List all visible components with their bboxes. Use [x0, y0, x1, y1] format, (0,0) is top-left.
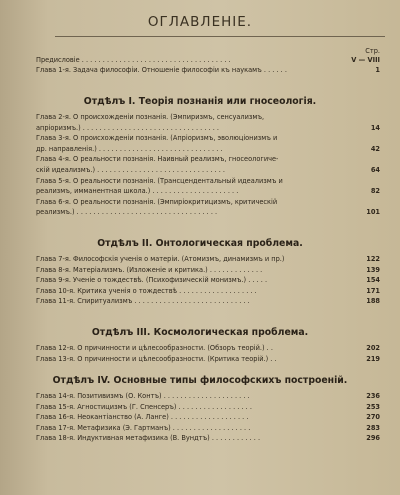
toc-chapter-entry	[36, 155, 380, 164]
toc-front-entry	[36, 66, 380, 75]
toc-entry-text: Глава 7-я. Философскія ученія о матеріи. (Атомизмъ, динамизмъ и пр.)	[36, 255, 285, 263]
toc-entry-text: Глава 15-я. Агностицизмъ (Г. Спенсеръ) . . . . . . . . . . . . . . . . . .	[36, 402, 252, 411]
toc-chapter-entry	[36, 297, 380, 306]
toc-chapter-entry	[36, 166, 380, 175]
toc-page-number: 253	[366, 402, 380, 411]
title-rule	[55, 36, 385, 37]
toc-entry-text: скій идеализмъ.) . . . . . . . . . . . . . . . . . . . . . . . . . . . . . . .	[36, 166, 226, 174]
toc-page-number: 283	[366, 423, 380, 432]
toc-chapter-entry	[36, 392, 380, 401]
toc-entry-text: Глава 10-я. Критика ученія о тождествѣ . . . . . . . . . . . . . . . . . . .	[36, 286, 257, 295]
page-column-header: Стр.	[365, 47, 380, 55]
toc-chapter-entry	[36, 344, 380, 353]
section-heading: Отдѣлъ IV. Основные типы философскихъ построеній.	[52, 375, 348, 386]
toc-entry-text: др. направленія.) . . . . . . . . . . . . . . . . . . . . . . . . . . . . . .	[36, 144, 223, 153]
toc-entry-text: Глава 12-я. О причинности и цѣлесообразности. (Обзоръ теорій.) . .	[36, 344, 273, 352]
toc-chapter-entry	[36, 287, 380, 296]
toc-chapter-entry	[36, 266, 380, 275]
toc-page-number: 139	[366, 265, 380, 274]
toc-entry-text: реализмъ.) . . . . . . . . . . . . . . . . . . . . . . . . . . . . . . . . . .	[36, 208, 218, 217]
toc-entry-text: Глава 13-я. О причинности и цѣлесообразности. (Критика теорій.) . .	[36, 354, 277, 363]
toc-page-number: 270	[366, 413, 380, 422]
toc-page-number: 154	[366, 276, 380, 285]
toc-page-number: 82	[370, 187, 380, 196]
toc-page-number: 188	[366, 297, 380, 306]
toc-page-number: 42	[370, 144, 380, 153]
toc-page-number: 1	[375, 66, 380, 74]
toc-page-number: 64	[370, 166, 380, 174]
toc-page-number: V — VIII	[351, 56, 380, 64]
toc-chapter-entry	[36, 113, 380, 122]
toc-entry-text: Глава 4-я. О реальности познанія. Наивный реализмъ, гносеологиче-	[36, 155, 279, 164]
toc-chapter-entry	[36, 187, 380, 196]
toc-entry-text: Глава 2-я. О происхожденіи познанія. (Эмпиризмъ, сенсуализмъ,	[36, 113, 265, 121]
section-heading: Отдѣлъ I. Теорія познанія или гносеологія.	[83, 96, 317, 107]
toc-entry-text: апріоризмъ.) . . . . . . . . . . . . . . . . . . . . . . . . . . . . . . . . .	[36, 123, 220, 132]
toc-entry-text: Глава 18-я. Индуктивная метафизика (В. Вундтъ) . . . . . . . . . . . .	[36, 434, 261, 443]
toc-page-number: 236	[366, 392, 380, 400]
toc-front-entry	[36, 56, 380, 65]
toc-chapter-entry	[36, 403, 380, 412]
toc-chapter-entry	[36, 413, 380, 422]
toc-entry-text: реализмъ, имманентная школа.) . . . . . . . . . . . . . . . . . . . . .	[36, 187, 239, 196]
toc-chapter-entry	[36, 124, 380, 133]
toc-page-number: 101	[366, 208, 380, 217]
toc-chapter-entry	[36, 198, 380, 207]
toc-chapter-entry	[36, 134, 380, 143]
section-heading: Отдѣлъ II. Онтологическая проблема.	[97, 238, 303, 249]
toc-chapter-entry	[36, 145, 380, 154]
toc-entry-text: Глава 9-я. Ученіе о тождествѣ. (Психофизическій монизмъ.) . . . . .	[36, 276, 268, 285]
toc-chapter-entry	[36, 424, 380, 433]
toc-entry-text: Глава 17-я. Метафизика (Э. Гартманъ) . . . . . . . . . . . . . . . . . . .	[36, 423, 251, 432]
page-title: ОГЛАВЛЕНІЕ.	[147, 14, 253, 30]
toc-page-number: 202	[366, 344, 380, 352]
toc-entry-text: Глава 1-я. Задача философіи. Отношеніе философіи къ наукамъ . . . . . .	[36, 66, 287, 74]
toc-chapter-entry	[36, 208, 380, 217]
toc-entry-text: Глава 8-я. Матеріализмъ. (Изложеніе и критика.) . . . . . . . . . . . . .	[36, 265, 263, 274]
toc-page-number: 122	[366, 255, 380, 263]
toc-chapter-entry	[36, 177, 380, 186]
toc-page-number: 296	[366, 434, 380, 443]
toc-entry-text: Глава 16-я. Неокантіанство (А. Ланге) . . . . . . . . . . . . . . . . . . .	[36, 413, 249, 422]
toc-page-number: 171	[366, 286, 380, 295]
toc-chapter-entry	[36, 434, 380, 443]
toc-entry-text: Глава 14-я. Позитивизмъ (О. Контъ) . . . . . . . . . . . . . . . . . . . . .	[36, 392, 250, 400]
section-heading: Отдѣлъ III. Космологическая проблема.	[91, 327, 309, 338]
toc-page-number: 219	[366, 354, 380, 363]
toc-entry-text: Глава 5-я. О реальности познанія. (Трансцендентальный идеализмъ и	[36, 176, 283, 185]
toc-chapter-entry	[36, 355, 380, 364]
toc-entry-text: Предисловіе . . . . . . . . . . . . . . . . . . . . . . . . . . . . . . . . . . . .	[36, 56, 231, 64]
toc-chapter-entry	[36, 255, 380, 264]
toc-entry-text: Глава 6-я. О реальности познанія. (Эмпиріокритицизмъ, критическій	[36, 197, 278, 206]
toc-entry-text: Глава 11-я. Спиритуализмъ . . . . . . . . . . . . . . . . . . . . . . . . . . . .	[36, 297, 250, 306]
toc-page-number: 14	[370, 123, 380, 132]
toc-chapter-entry	[36, 276, 380, 285]
toc-entry-text: Глава 3-я. О происхожденіи познанія. (Апріоризмъ, эволюціонизмъ и	[36, 134, 278, 143]
